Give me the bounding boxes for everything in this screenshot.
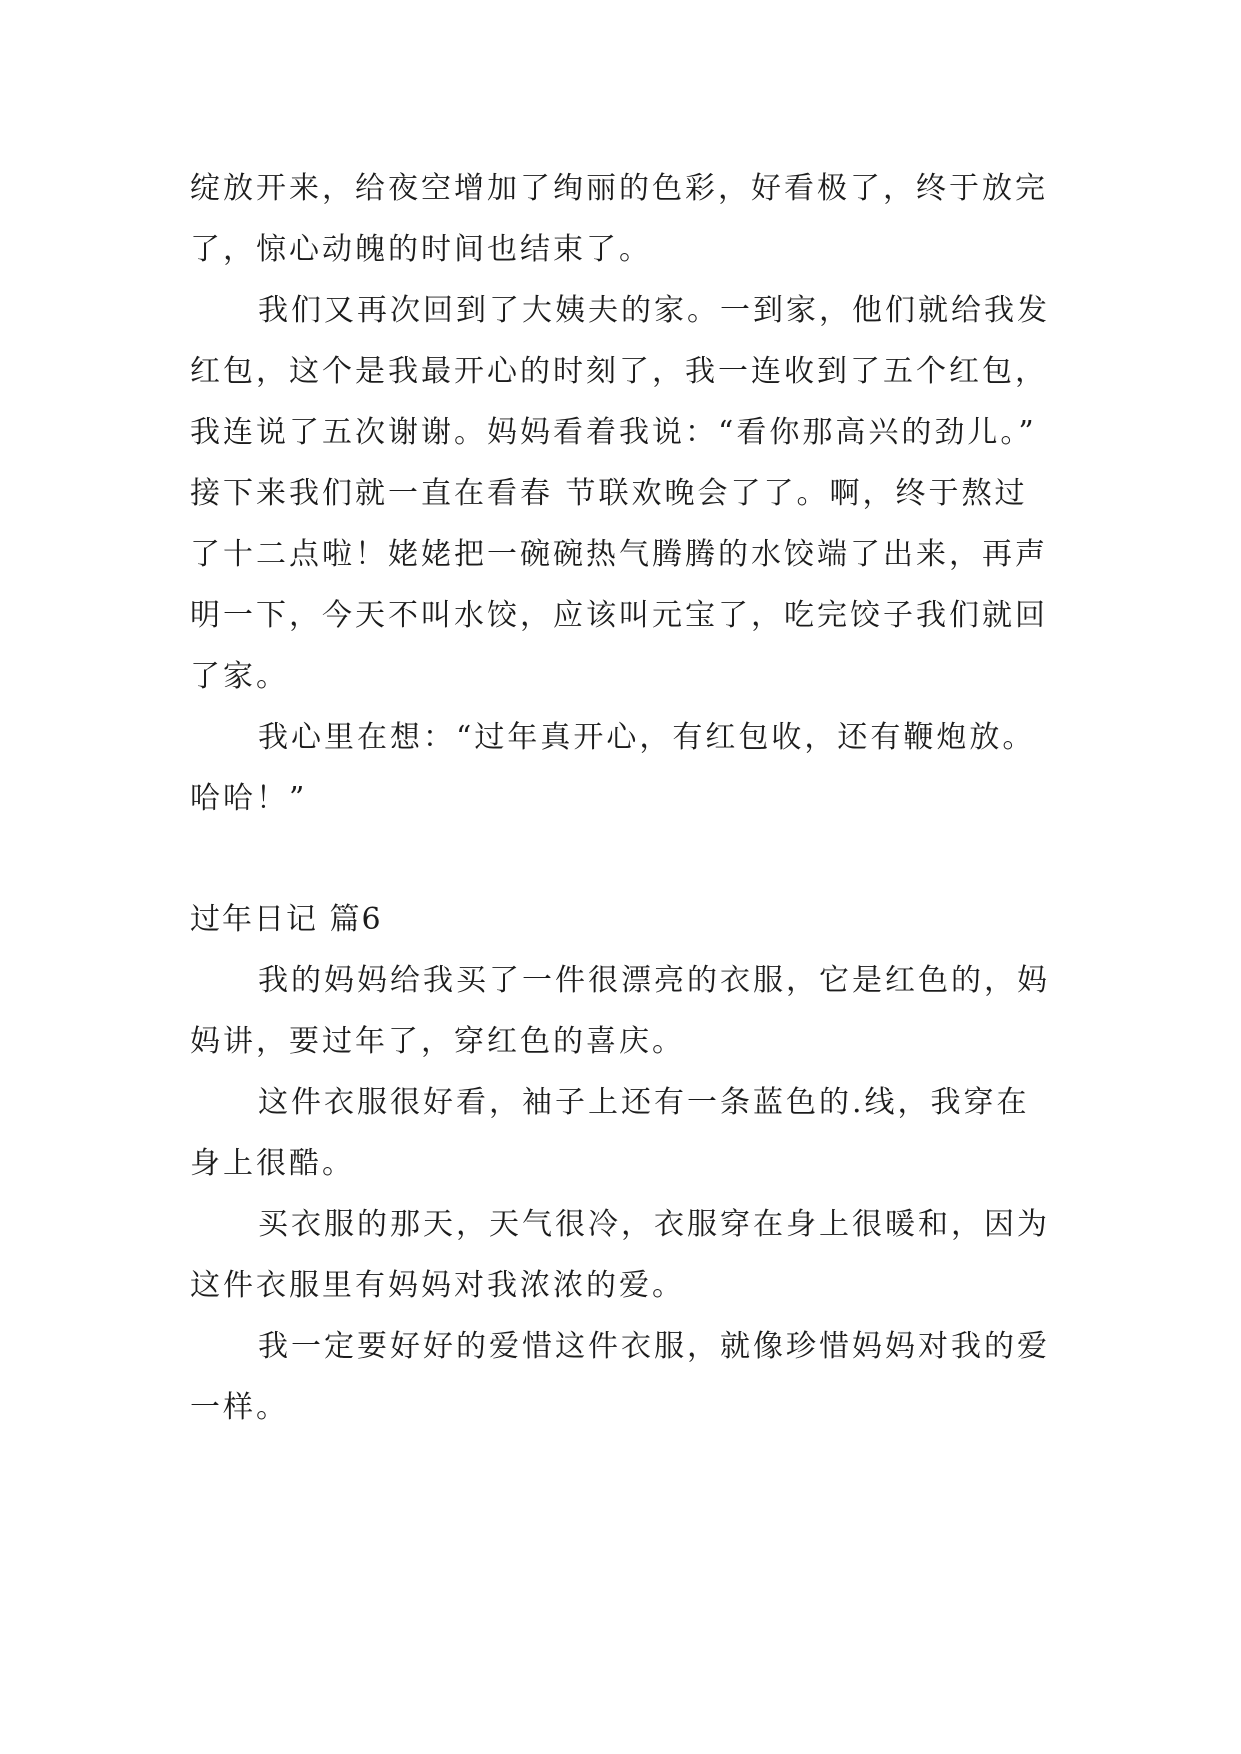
- text-line: 明一下，今天不叫水饺，应该叫元宝了，吃完饺子我们就回: [190, 598, 1048, 633]
- paragraph: [190, 1316, 1060, 1438]
- text-line: 身上很酷。: [190, 1146, 355, 1181]
- text-line: 红包，这个是我最开心的时刻了，我一连收到了五个红包，: [190, 354, 1048, 389]
- text-line: 哈哈！”: [190, 781, 308, 816]
- text-line: 我们又再次回到了大姨夫的家。一到家，他们就给我发: [258, 293, 1050, 328]
- section-spacer: [190, 829, 1060, 889]
- text-line: 我一定要好好的爱惜这件衣服，就像珍惜妈妈对我的爱: [258, 1329, 1050, 1364]
- text-line: 我的妈妈给我买了一件很漂亮的衣服，它是红色的，妈: [258, 963, 1050, 998]
- paragraph: [190, 158, 1060, 280]
- text-line: 了家。: [190, 659, 289, 694]
- text-line: 我心里在想：“过年真开心，有红包收，还有鞭炮放。: [258, 720, 1036, 755]
- paragraph: [190, 707, 1060, 829]
- text-line: 一样。: [190, 1390, 289, 1425]
- paragraph: [190, 950, 1060, 1072]
- text-line: 买衣服的那天，天气很冷，衣服穿在身上很暖和，因为: [258, 1207, 1050, 1242]
- paragraph: [190, 1072, 1060, 1194]
- text-line: 这件衣服很好看，袖子上还有一条蓝色的.线，我穿在: [258, 1085, 1030, 1120]
- document-body: [190, 158, 1060, 1438]
- text-line: 了，惊心动魄的时间也结束了。: [190, 232, 652, 267]
- text-line: 这件衣服里有妈妈对我浓浓的爱。: [190, 1268, 685, 1303]
- text-line: 绽放开来，给夜空增加了绚丽的色彩，好看极了，终于放完: [190, 171, 1048, 206]
- section-title: 过年日记 篇6: [190, 902, 383, 937]
- paragraph: [190, 1194, 1060, 1316]
- text-line: 妈讲，要过年了，穿红色的喜庆。: [190, 1024, 685, 1059]
- text-line: 我连说了五次谢谢。妈妈看着我说：“看你那高兴的劲儿。”: [190, 415, 1037, 450]
- paragraph: [190, 280, 1060, 707]
- text-line: 了十二点啦！姥姥把一碗碗热气腾腾的水饺端了出来，再声: [190, 537, 1048, 572]
- text-line: 接下来我们就一直在看春 节联欢晚会了了。啊，终于熬过: [190, 476, 1028, 511]
